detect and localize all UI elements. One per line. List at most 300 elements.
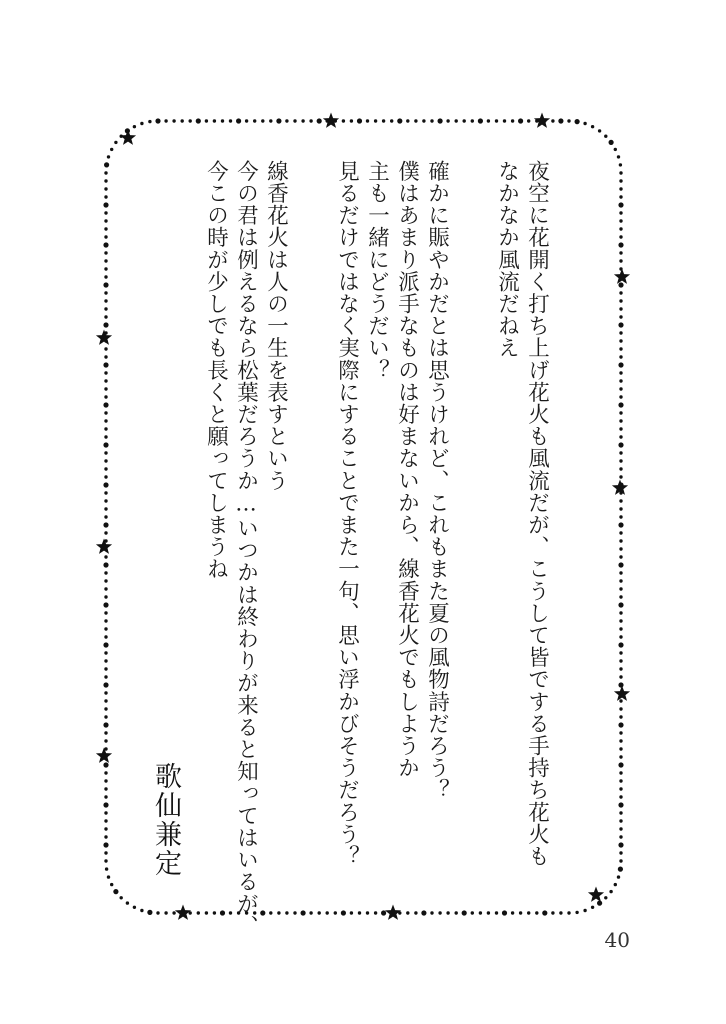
- frame-dot: [104, 395, 107, 398]
- frame-dot: [103, 722, 108, 727]
- frame-dot: [104, 467, 107, 470]
- frame-dot: [619, 835, 622, 838]
- frame-dot: [104, 635, 107, 638]
- frame-dot: [604, 135, 607, 138]
- frame-dot: [619, 531, 622, 534]
- frame-dot: [181, 119, 184, 122]
- frame-dot: [140, 122, 143, 125]
- frame-dot: [104, 531, 107, 534]
- frame-dot: [104, 371, 107, 374]
- frame-dot: [104, 691, 107, 694]
- frame-dot: [558, 118, 563, 123]
- frame-dot: [104, 499, 107, 502]
- frame-dot: [614, 883, 617, 886]
- frame-dot: [406, 911, 409, 914]
- frame-dot: [326, 911, 329, 914]
- frame-dot: [104, 171, 107, 174]
- frame-dot: [381, 910, 386, 915]
- frame-dot: [147, 910, 152, 915]
- frame-dot: [619, 635, 622, 638]
- frame-dot: [341, 910, 346, 915]
- poem-line-2: なかなか風流だねえ: [494, 160, 520, 359]
- frame-dot: [104, 659, 107, 662]
- frame-dot: [107, 875, 110, 878]
- frame-dot: [619, 459, 622, 462]
- frame-dot: [104, 715, 107, 718]
- frame-dot: [619, 811, 622, 814]
- poem-line-9: 線香花火は人の一生を表すという: [263, 160, 289, 492]
- frame-dot: [104, 795, 107, 798]
- frame-dot: [618, 722, 623, 727]
- frame-dot: [519, 911, 522, 914]
- frame-dot: [618, 842, 623, 847]
- frame-dot: [575, 911, 578, 914]
- frame-dot: [104, 251, 107, 254]
- frame-dot: [309, 911, 312, 914]
- frame-dot: [619, 331, 622, 334]
- frame-dot: [301, 910, 306, 915]
- frame-dot: [103, 282, 108, 287]
- frame-dot: [511, 911, 514, 914]
- frame-dot: [293, 911, 296, 914]
- frame-dot: [438, 118, 443, 123]
- frame-dot: [618, 362, 623, 367]
- frame-dot: [133, 125, 136, 128]
- frame-dot: [104, 187, 107, 190]
- frame-dot: [619, 771, 622, 774]
- frame-dot: [104, 162, 109, 167]
- frame-dot: [104, 611, 107, 614]
- poem-line-4: 確かに賑やかだとは思うけれど、これもまた夏の風物詩だろう？: [424, 160, 450, 801]
- frame-dot: [342, 119, 345, 122]
- frame-dot: [155, 118, 160, 123]
- frame-dot: [104, 587, 107, 590]
- poem-line-6: 主も一緒にどうだい？: [364, 160, 390, 381]
- frame-dot: [172, 119, 175, 122]
- frame-dot: [120, 896, 123, 899]
- frame-dot: [103, 242, 108, 247]
- frame-dot: [236, 118, 241, 123]
- frame-dot: [103, 442, 108, 447]
- frame-dot: [619, 187, 622, 190]
- frame-dot: [619, 411, 622, 414]
- frame-dot: [618, 322, 623, 327]
- frame-dot: [148, 120, 151, 123]
- frame-dot: [269, 911, 272, 914]
- frame-dot: [285, 911, 288, 914]
- frame-dot: [104, 379, 107, 382]
- frame-dot: [619, 339, 622, 342]
- frame-dot: [591, 906, 594, 909]
- frame-dot: [618, 282, 623, 287]
- frame-dot: [104, 851, 107, 854]
- frame-dot: [245, 119, 248, 122]
- frame-dot: [567, 911, 570, 914]
- frame-dot: [487, 119, 490, 122]
- frame-dot: [276, 118, 281, 123]
- frame-dot: [397, 118, 402, 123]
- frame-dot: [103, 602, 108, 607]
- frame-dot: [221, 119, 224, 122]
- frame-dot: [511, 119, 514, 122]
- frame-dot: [110, 148, 113, 151]
- frame-dot: [104, 739, 107, 742]
- frame-dot: [104, 227, 107, 230]
- frame-dot: [104, 627, 107, 630]
- frame-dot: [619, 195, 622, 198]
- frame-dot: [619, 739, 622, 742]
- frame-dot: [619, 755, 622, 758]
- frame-dot: [103, 642, 108, 647]
- frame-dot: [430, 119, 433, 122]
- frame-dot: [350, 911, 353, 914]
- frame-dot: [104, 219, 107, 222]
- frame-dot: [196, 118, 201, 123]
- frame-dot: [619, 555, 622, 558]
- star-icon: [120, 130, 136, 145]
- frame-dot: [357, 118, 362, 123]
- frame-dot: [619, 675, 622, 678]
- frame-dot: [619, 355, 622, 358]
- frame-dot: [414, 911, 417, 914]
- frame-dot: [104, 427, 107, 430]
- star-icon: [385, 905, 401, 920]
- frame-dot: [104, 555, 107, 558]
- frame-dot: [619, 731, 622, 734]
- frame-dot: [619, 395, 622, 398]
- frame-dot: [104, 699, 107, 702]
- frame-dot: [107, 155, 110, 158]
- frame-dot: [104, 475, 107, 478]
- frame-dot: [619, 163, 622, 166]
- frame-dot: [551, 119, 554, 122]
- frame-dot: [197, 911, 200, 914]
- frame-dot: [618, 522, 623, 527]
- frame-dot: [414, 119, 417, 122]
- frame-dot: [104, 299, 107, 302]
- frame-dot: [103, 402, 108, 407]
- frame-dot: [619, 587, 622, 590]
- frame-dot: [619, 619, 622, 622]
- frame-dot: [598, 129, 601, 132]
- frame-dot: [619, 299, 622, 302]
- frame-dot: [126, 901, 129, 904]
- frame-dot: [619, 787, 622, 790]
- frame-dot: [609, 140, 614, 145]
- frame-dot: [104, 459, 107, 462]
- frame-dot: [619, 539, 622, 542]
- frame-dot: [133, 906, 136, 909]
- frame-dot: [527, 119, 530, 122]
- frame-dot: [618, 562, 623, 567]
- frame-dot: [374, 119, 377, 122]
- frame-dot: [535, 911, 538, 914]
- frame-dot: [619, 291, 622, 294]
- frame-dot: [103, 362, 108, 367]
- frame-dot: [619, 515, 622, 518]
- star-icon: [323, 113, 339, 128]
- frame-dot: [104, 411, 107, 414]
- frame-dot: [277, 911, 280, 914]
- frame-dot: [618, 202, 623, 207]
- frame-dot: [471, 119, 474, 122]
- frame-dot: [358, 911, 361, 914]
- frame-dot: [617, 875, 620, 878]
- frame-dot: [205, 911, 208, 914]
- frame-dot: [495, 119, 498, 122]
- frame-dot: [619, 171, 622, 174]
- poem-line-1: 夜空に花開く打ち上げ花火も風流だが、こうして皆でする手持ち花火も: [524, 160, 550, 868]
- frame-dot: [609, 890, 612, 893]
- star-icon: [614, 686, 630, 701]
- poem-line-10: 今の君は例えるなら松葉だろうか…いつかは終わりが来ると知ってはいるが、: [233, 160, 259, 937]
- frame-dot: [104, 731, 107, 734]
- frame-dot: [205, 119, 208, 122]
- poem-line-11: 今この時が少しでも長くと願ってしまうね: [203, 160, 229, 580]
- frame-dot: [261, 119, 264, 122]
- frame-dot: [103, 842, 108, 847]
- frame-dot: [619, 467, 622, 470]
- frame-dot: [618, 642, 623, 647]
- frame-dot: [104, 451, 107, 454]
- poem-line-5: 僕はあまり派手なものは好まないから、線香花火でもしようか: [394, 160, 420, 779]
- frame-dot: [104, 571, 107, 574]
- frame-dot: [619, 259, 622, 262]
- frame-dot: [619, 235, 622, 238]
- frame-dot: [104, 819, 107, 822]
- poem-line-7: 見るだけではなく実際にすることでまた一句、思い浮かびそうだろう？: [334, 160, 360, 868]
- frame-dot: [285, 119, 288, 122]
- frame-dot: [619, 651, 622, 654]
- frame-dot: [619, 179, 622, 182]
- frame-dot: [618, 402, 623, 407]
- frame-dot: [104, 675, 107, 678]
- frame-dot: [104, 315, 107, 318]
- frame-dot: [382, 119, 385, 122]
- frame-dot: [471, 911, 474, 914]
- frame-dot: [104, 779, 107, 782]
- frame-dot: [105, 867, 108, 870]
- frame-dot: [104, 859, 107, 862]
- frame-dot: [366, 119, 369, 122]
- signature: 歌仙兼定: [150, 762, 181, 878]
- frame-dot: [619, 827, 622, 830]
- frame-dot: [422, 119, 425, 122]
- frame-dot: [619, 595, 622, 598]
- frame-dot: [619, 387, 622, 390]
- frame-dot: [334, 911, 337, 914]
- frame-dot: [104, 651, 107, 654]
- frame-dot: [619, 659, 622, 662]
- frame-dot: [551, 911, 554, 914]
- frame-dot: [172, 911, 175, 914]
- star-icon: [588, 887, 604, 902]
- frame-dot: [104, 259, 107, 262]
- frame-dot: [164, 119, 167, 122]
- frame-dot: [260, 910, 265, 915]
- frame-dot: [104, 267, 107, 270]
- frame-dot: [619, 747, 622, 750]
- frame-dot: [220, 910, 225, 915]
- frame-dot: [567, 119, 570, 122]
- frame-dot: [103, 802, 108, 807]
- frame-dot: [103, 762, 108, 767]
- star-icon: [534, 113, 550, 128]
- frame-dot: [406, 119, 409, 122]
- frame-dot: [301, 119, 304, 122]
- frame-dot: [462, 910, 467, 915]
- frame-dot: [103, 682, 108, 687]
- star-icon: [175, 905, 191, 920]
- frame-dot: [527, 911, 530, 914]
- frame-dot: [618, 682, 623, 687]
- page-number: 40: [604, 928, 630, 952]
- frame-dot: [583, 909, 586, 912]
- star-icon: [96, 330, 112, 345]
- frame-dot: [619, 707, 622, 710]
- frame-dot: [103, 202, 108, 207]
- frame-dot: [113, 889, 118, 894]
- frame-dot: [104, 835, 107, 838]
- frame-dot: [104, 435, 107, 438]
- frame-dot: [619, 627, 622, 630]
- frame-dot: [619, 227, 622, 230]
- frame-dot: [619, 859, 622, 862]
- star-icon: [96, 748, 112, 763]
- frame-dot: [104, 275, 107, 278]
- frame-dot: [619, 347, 622, 350]
- frame-dot: [317, 118, 322, 123]
- frame-dot: [103, 322, 108, 327]
- frame-dot: [619, 499, 622, 502]
- frame-dot: [104, 579, 107, 582]
- frame-dot: [455, 911, 458, 914]
- frame-dot: [104, 595, 107, 598]
- frame-dot: [350, 119, 353, 122]
- frame-dot: [619, 379, 622, 382]
- frame-dot: [463, 119, 466, 122]
- frame-dot: [619, 779, 622, 782]
- frame-dot: [619, 667, 622, 670]
- frame-dot: [104, 787, 107, 790]
- frame-dot: [619, 795, 622, 798]
- frame-dot: [104, 515, 107, 518]
- frame-dot: [104, 387, 107, 390]
- frame-dot: [619, 427, 622, 430]
- frame-dot: [104, 491, 107, 494]
- frame-dot: [104, 347, 107, 350]
- frame-dot: [318, 911, 321, 914]
- frame-dot: [421, 910, 426, 915]
- frame-dot: [253, 119, 256, 122]
- frame-dot: [619, 315, 622, 318]
- frame-dot: [597, 901, 602, 906]
- frame-dot: [455, 119, 458, 122]
- frame-dot: [591, 125, 594, 128]
- frame-dot: [103, 482, 108, 487]
- frame-dot: [619, 211, 622, 214]
- frame-dot: [213, 119, 216, 122]
- frame-dot: [213, 911, 216, 914]
- frame-dot: [618, 867, 623, 872]
- frame-dot: [438, 911, 441, 914]
- frame-dot: [518, 118, 523, 123]
- frame-dot: [619, 507, 622, 510]
- frame-dot: [619, 571, 622, 574]
- frame-dot: [104, 619, 107, 622]
- frame-dot: [583, 122, 586, 125]
- frame-dot: [618, 602, 623, 607]
- frame-dot: [366, 911, 369, 914]
- frame-dot: [618, 762, 623, 767]
- frame-dot: [164, 911, 167, 914]
- frame-dot: [559, 911, 562, 914]
- frame-dot: [619, 851, 622, 854]
- frame-dot: [104, 507, 107, 510]
- frame-dot: [390, 119, 393, 122]
- frame-dot: [110, 883, 113, 886]
- frame-dot: [495, 911, 498, 914]
- frame-dot: [293, 119, 296, 122]
- frame-dot: [617, 155, 620, 158]
- frame-dot: [104, 291, 107, 294]
- frame-dot: [619, 219, 622, 222]
- frame-dot: [104, 667, 107, 670]
- frame-dot: [114, 141, 117, 144]
- frame-dot: [619, 435, 622, 438]
- frame-dot: [140, 909, 143, 912]
- frame-dot: [104, 419, 107, 422]
- frame-dot: [104, 355, 107, 358]
- frame-dot: [614, 148, 617, 151]
- frame-dot: [104, 195, 107, 198]
- frame-dot: [619, 371, 622, 374]
- frame-dot: [618, 242, 623, 247]
- frame-dot: [309, 119, 312, 122]
- frame-dot: [619, 547, 622, 550]
- frame-dot: [503, 119, 506, 122]
- frame-dot: [619, 451, 622, 454]
- frame-dot: [619, 307, 622, 310]
- frame-dot: [619, 251, 622, 254]
- frame-dot: [618, 802, 623, 807]
- frame-dot: [104, 179, 107, 182]
- frame-dot: [604, 896, 607, 899]
- frame-dot: [103, 522, 108, 527]
- star-icon: [614, 269, 630, 284]
- star-icon: [96, 539, 112, 554]
- frame-dot: [229, 911, 232, 914]
- frame-dot: [619, 611, 622, 614]
- frame-dot: [104, 707, 107, 710]
- frame-dot: [487, 911, 490, 914]
- frame-dot: [619, 699, 622, 702]
- frame-dot: [104, 235, 107, 238]
- frame-dot: [104, 771, 107, 774]
- frame-dot: [619, 819, 622, 822]
- frame-dot: [103, 562, 108, 567]
- frame-dot: [430, 911, 433, 914]
- frame-dot: [446, 911, 449, 914]
- frame-dot: [542, 910, 547, 915]
- frame-dot: [479, 911, 482, 914]
- frame-dot: [478, 118, 483, 123]
- frame-dot: [619, 475, 622, 478]
- frame-dot: [502, 910, 507, 915]
- frame-dot: [618, 442, 623, 447]
- frame-dot: [619, 419, 622, 422]
- frame-dot: [104, 211, 107, 214]
